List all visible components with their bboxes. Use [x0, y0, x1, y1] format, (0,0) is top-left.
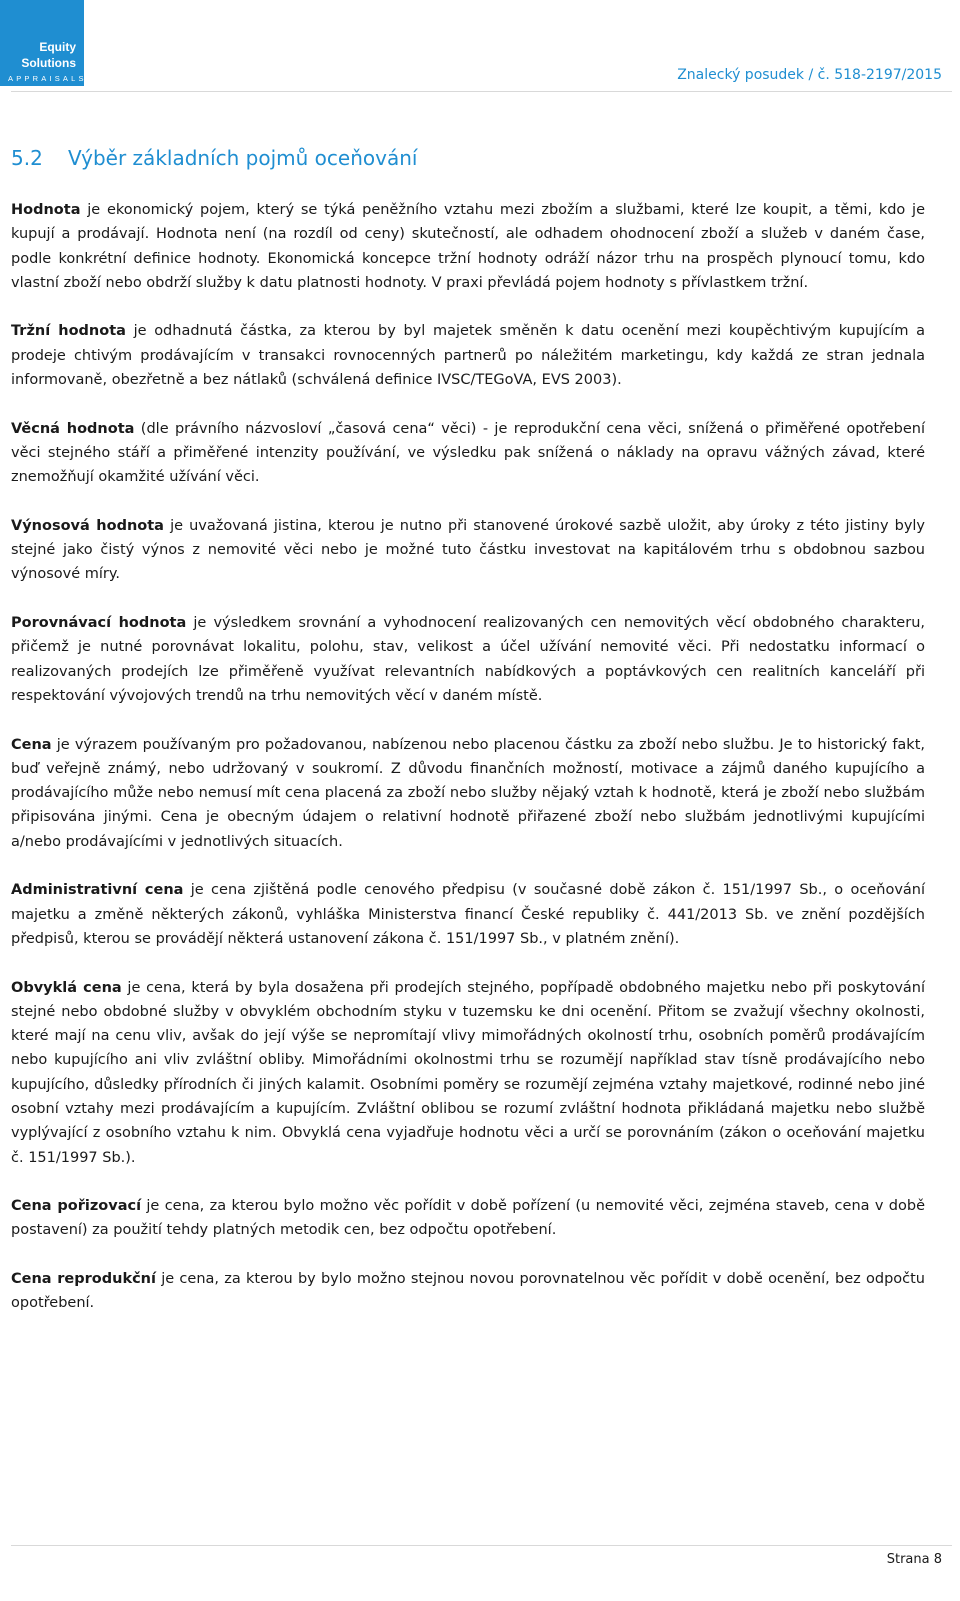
page-number: Strana 8	[886, 1552, 942, 1567]
definition-text: je výsledkem srovnání a vyhodnocení realizovaných cen nemovitých věcí obdobného charakteru, přičemž je nutné porovnávat lokalitu, polohu, stav, velikost a účel užívání nemovité věci. Při nedostatku informací o realizovaných prodejích lze přiměřeně využívat relevantních nabídkových a poptávkových cen realitních kanceláří při respektování vývojových trendů na trhu nemovitých věcí v daném místě.	[11, 615, 925, 704]
definition-text: je uvažovaná jistina, kterou je nutno při stanovené úrokové sazbě uložit, aby úroky z této jistiny byly stejné jako čistý výnos z nemovité věci nebo je možné tuto částku investovat na kapitálovém trhu s obdobnou sazbou výnosové míry.	[11, 517, 926, 583]
definition-term: Věcná hodnota	[11, 420, 135, 437]
definition-obvykla-cena	[11, 976, 925, 1170]
logo-line-2: Solutions	[21, 56, 76, 70]
definition-text: (dle právního názvosloví „časová cena“ věci) - je reprodukční cena věci, snížená o přiměřené opotřebení věci stejného stáří a přiměřené intenzity používání, ve výsledku pak snížená o náklady na opravu vážných závad, které znemožňují okamžité užívání věci.	[11, 420, 925, 486]
definition-cena-porizovaci	[11, 1194, 925, 1243]
definition-vynosova-hodnota	[11, 514, 925, 587]
document-reference: Znalecký posudek / č. 518-2197/2015	[677, 67, 942, 83]
definition-term: Cena pořizovací	[11, 1198, 142, 1215]
definition-text: je cena zjištěná podle cenového předpisu (v současné době zákon č. 151/1997 Sb., o oceňování majetku a změně některých zákonů, vyhláška Ministerstva financí České republiky č. 441/2013 Sb. ve znění pozdějších předpisů, kterou se provádějí některá ustanovení zákona č. 151/1997 Sb., v platném znění).	[11, 882, 925, 947]
definition-hodnota	[11, 198, 925, 295]
document-body	[11, 198, 925, 1340]
definition-porovnavaci-hodnota	[11, 611, 925, 708]
section-number: 5.2	[11, 146, 43, 170]
definition-trzni-hodnota	[11, 319, 925, 392]
footer-divider	[11, 1545, 952, 1546]
definition-term: Tržní hodnota	[11, 323, 126, 340]
definition-cena	[11, 733, 925, 854]
definition-text: je cena, za kterou by bylo možno stejnou novou porovnatelnou věc pořídit v době ocenění, bez odpočtu opotřebení.	[11, 1271, 925, 1312]
company-logo	[0, 0, 87, 86]
definition-term: Výnosová hodnota	[11, 517, 164, 534]
definition-text: je cena, která by byla dosažena při prodejích stejného, popřípadě obdobného majetku nebo při poskytování stejné nebo obdobné služby v obvyklém obchodním styku v tuzemsku ke dni ocenění. Přitom se zvažují všechny okolnosti, které mají na cenu vliv, avšak do její výše se nepromítají vlivy mimořádných okolností trhu, osobních poměrů prodávajícím nebo kupujícího ani vliv zvláštní obliby. Mimořádními okolnostmi trhu se rozumějí například stav tísně prodávajícího nebo kupujícího, důsledky přírodních či jiných kalamit. Osobními poměry se rozumějí zejména vztahy majetkové, rodinné nebo jiné osobní vztahy mezi prodávajícím a kupujícím. Zvláštní oblibou se rozumí zvláštní hodnota přikládaná majetku nebo službě vyplývající z osobního vztahu k nim. Obvyklá cena vyjadřuje hodnotu věci a určí se porovnáním (zákon o oceňování majetku č. 151/1997 Sb.).	[11, 979, 926, 1166]
definition-term: Porovnávací hodnota	[11, 615, 187, 632]
definition-text: je odhadnutá částka, za kterou by byl majetek směněn k datu ocenění mezi koupěchtivým kupujícím a prodeje chtivým prodávajícím v transakci rovnocenných partnerů po náležitém marketingu, kdy každá ze stran jednala informovaně, obezřetně a bez nátlaků (schválená definice IVSC/TEGoVA, EVS 2003).	[11, 323, 925, 389]
definition-term: Hodnota	[11, 202, 81, 218]
definition-vecna-hodnota	[11, 417, 925, 490]
section-title: Výběr základních pojmů oceňování	[68, 146, 418, 170]
section-heading	[11, 146, 417, 170]
definition-text: je cena, za kterou bylo možno věc pořídit v době pořízení (u nemovité věci, zejména staveb, cena v době postavení) za použití tehdy platných metodik cen, bez odpočtu opotřebení.	[11, 1198, 926, 1239]
logo-line-1: Equity	[39, 40, 76, 54]
logo-line-3: APPRAISALS	[8, 74, 87, 83]
definition-term: Obvyklá cena	[11, 979, 122, 996]
definition-cena-reprodukcni	[11, 1267, 925, 1316]
definition-term: Cena reprodukční	[11, 1271, 156, 1288]
header-divider	[11, 91, 952, 92]
definition-term: Administrativní cena	[11, 882, 184, 899]
definition-text: je výrazem používaným pro požadovanou, nabízenou nebo placenou částku za zboží nebo službu. Je to historický fakt, buď veřejně známý, nebo udržovaný v soukromí. Z důvodu finančních možností, motivace a zájmů daného kupujícího a prodávajícího může nebo nemusí mít cena placená za zboží nebo služby nějaký vztah k hodnotě, která je zboží nebo službám připisována jinými. Cena je obecným údajem o relativní hodnotě přiřazené zboží nebo službám jednotlivými kupujícími a/nebo prodávajícími v jednotlivých situacích.	[11, 736, 925, 850]
definition-term: Cena	[11, 736, 52, 753]
definition-administrativni-cena	[11, 878, 925, 951]
definition-text: je ekonomický pojem, který se týká peněžního vztahu mezi zbožím a službami, které lze koupit, a těmi, kdo je kupují a prodávají. Hodnota není (na rozdíl od ceny) skutečností, ale odhadem ohodnocení zboží a služeb v daném čase, podle konkrétní definice hodnoty. Ekonomická koncepce tržní hodnoty odráží názor trhu na prospěch plynoucí tomu, kdo vlastní zboží nebo obdrží služby k datu platnosti hodnoty. V praxi převládá pojem hodnoty s přívlastkem tržní.	[11, 202, 925, 291]
